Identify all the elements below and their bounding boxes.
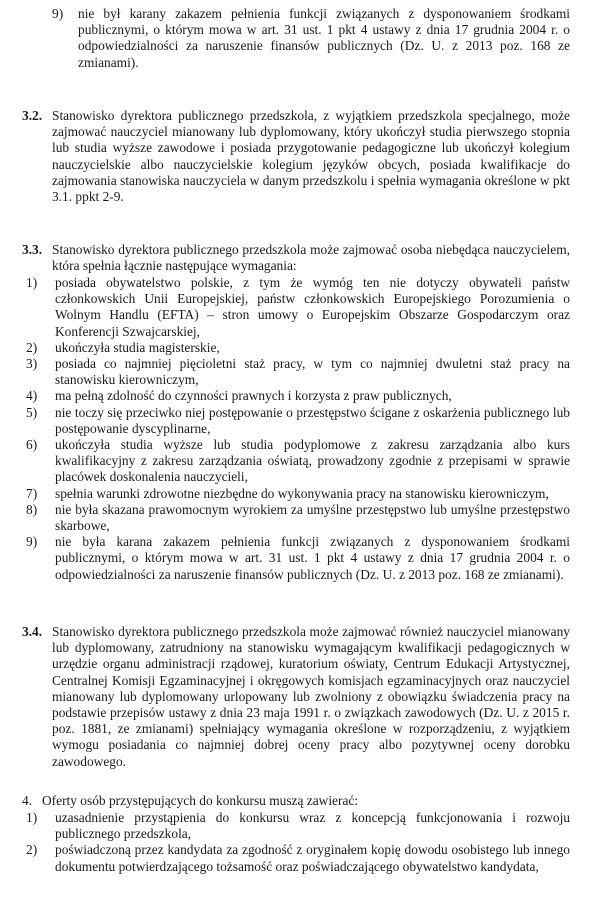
- item-number: 8): [26, 501, 38, 517]
- item-text: posiada co najmniej pięcioletni staż pracy, w tym co najmniej dwuletni staż pracy na stanowisku kierowniczym,: [55, 356, 570, 388]
- item-text: ukończyła studia wyższe lub studia podyplomowe z zakresu zarządzania albo kurs kwalifikacyjny z zakresu zarządzania oświatą, prowadzony zgodnie z przepisami w sprawie placówek doskonalenia nauczycieli,: [55, 437, 570, 485]
- list-item: [26, 388, 570, 404]
- list-item: [26, 437, 570, 486]
- list-item: [26, 340, 570, 356]
- item-text: spełnia warunki zdrowotne niezbędne do wykonywania pracy na stanowisku kierowniczym,: [55, 485, 549, 501]
- item-text: posiada obywatelstwo polskie, z tym że wymóg ten nie dotyczy obywateli państw członkowskich Unii Europejskiej, państw członkowskich Europejskiego Porozumienia o Wolnym Handlu (EFTA) – stron umowy o Europejskim Obszarze Gospodarczym oraz Konferencji Szwajcarskiej,: [55, 275, 570, 339]
- section-3-3: [22, 242, 570, 274]
- item-number: 2): [26, 842, 38, 858]
- item-number: 4): [26, 388, 38, 404]
- section-number: 4.: [22, 793, 33, 808]
- item-number: 9): [52, 6, 64, 21]
- list-item: [26, 275, 570, 340]
- item-number: 9): [26, 534, 38, 550]
- item-number: 1): [26, 810, 38, 825]
- item-text: ma pełną zdolność do czynności prawnych i korzysta z praw publicznych,: [55, 388, 452, 404]
- list-item: [26, 810, 570, 842]
- item-text: nie toczy się przeciwko niej postępowanie o przestępstwo ścigane z oskarżenia publicznego lub postępowanie dyscyplinarne,: [55, 404, 570, 436]
- item-number: 6): [26, 437, 38, 453]
- section-3-3-list: [26, 275, 570, 583]
- section-number: 3.3.: [22, 242, 43, 257]
- item-number: 7): [26, 485, 38, 501]
- item-text: nie była karana zakazem pełnienia funkcji związanych z dysponowaniem środkami publicznymi, o którym mowa w art. 31 ust. 1 pkt 4 ustawy z dnia 17 grudnia 2004 r. o odpowiedzialności za naruszenie finansów publicznych (Dz. U. z 2013 poz. 168 ze zmianami).: [55, 534, 570, 582]
- list-item: [52, 6, 570, 71]
- section-number: 3.4.: [22, 624, 43, 639]
- section-text: Stanowisko dyrektora publicznego przedszkola, z wyjątkiem przedszkola specjalnego, może zajmować nauczyciel mianowany lub dyplomowany, który ukończył studia pierwszego stopnia lub studia wyższe zawodowe i posiada przygotowanie pedagogiczne lub ukończył kolegium nauczycielskie albo nauczycielskie kolegium języków obcych, posiada kwalifikacje do zajmowania stanowiska nauczyciela w danym przedszkolu i spełnia wymagania określone w pkt 3.1. ppkt 2-9.: [52, 108, 570, 205]
- section-3-4: [22, 624, 570, 770]
- item-text: ukończyła studia magisterskie,: [55, 339, 220, 355]
- item-text: nie była skazana prawomocnym wyrokiem za umyślne przestępstwo lub umyślne przestępstwo skarbowe,: [55, 501, 570, 534]
- list-item: [26, 534, 570, 583]
- section-text: Stanowisko dyrektora publicznego przedszkola może zajmować również nauczyciel mianowany lub dyplomowany, zatrudniony na stanowisku wymagającym kwalifikacji pedagogicznych w urzędzie organu administracji rządowej, kuratorium oświaty, Centrum Edukacji Artystycznej, Centralnej Komisji Egzaminacyjnej i okręgowych komisjach egzaminacyjnych oraz nauczyciel mianowany lub dyplomowany urlopowany lub zwolniony z obowiązku świadczenia pracy na podstawie przepisów ustawy z dnia 23 maja 1991 r. o związkach zawodowych (Dz. U. z 2015 r. poz. 1881, ze zmianami) spełniający wymagania określone w rozporządzeniu, z wyjątkiem wymogu posiadania co najmniej dobrej oceny pracy albo pozytywnej oceny dorobku zawodowego.: [52, 624, 570, 769]
- section-4-list: [26, 810, 570, 875]
- item-text: poświadczoną przez kandydata za zgodność z oryginałem kopię dowodu osobistego lub innego dokumentu potwierdzającego tożsamość oraz poświadczającego obywatelstwo kandydata,: [55, 842, 570, 874]
- list-item: [26, 356, 570, 388]
- section-intro: Oferty osób przystępujących do konkursu muszą zawierać:: [42, 793, 359, 808]
- section-intro: Stanowisko dyrektora publicznego przedszkola może zajmować osoba niebędąca nauczycielem, która spełnia łącznie następujące wymagania:: [52, 242, 570, 274]
- item-number: 5): [26, 404, 38, 420]
- item-number: 2): [26, 339, 38, 355]
- section-3-2: [22, 108, 570, 205]
- item-number: 1): [26, 275, 38, 290]
- section-number: 3.2.: [22, 108, 43, 123]
- item-number: 3): [26, 356, 38, 372]
- item-text: nie był karany zakazem pełnienia funkcji związanych z dysponowaniem środkami publicznymi, o którym mowa w art. 31 ust. 1 pkt 4 ustawy z dnia 17 grudnia 2004 r. o odpowiedzialności za naruszenie finansów publicznych (Dz. U. z 2013 poz. 168 ze zmianami).: [78, 6, 570, 70]
- section-4: [22, 793, 570, 809]
- item-text: uzasadnienie przystąpienia do konkursu wraz z koncepcją funkcjonowania i rozwoju publicznego przedszkola,: [55, 810, 570, 842]
- list-item: [26, 486, 570, 502]
- list-item: [26, 842, 570, 874]
- list-item: [26, 405, 570, 437]
- list-item: [26, 502, 570, 534]
